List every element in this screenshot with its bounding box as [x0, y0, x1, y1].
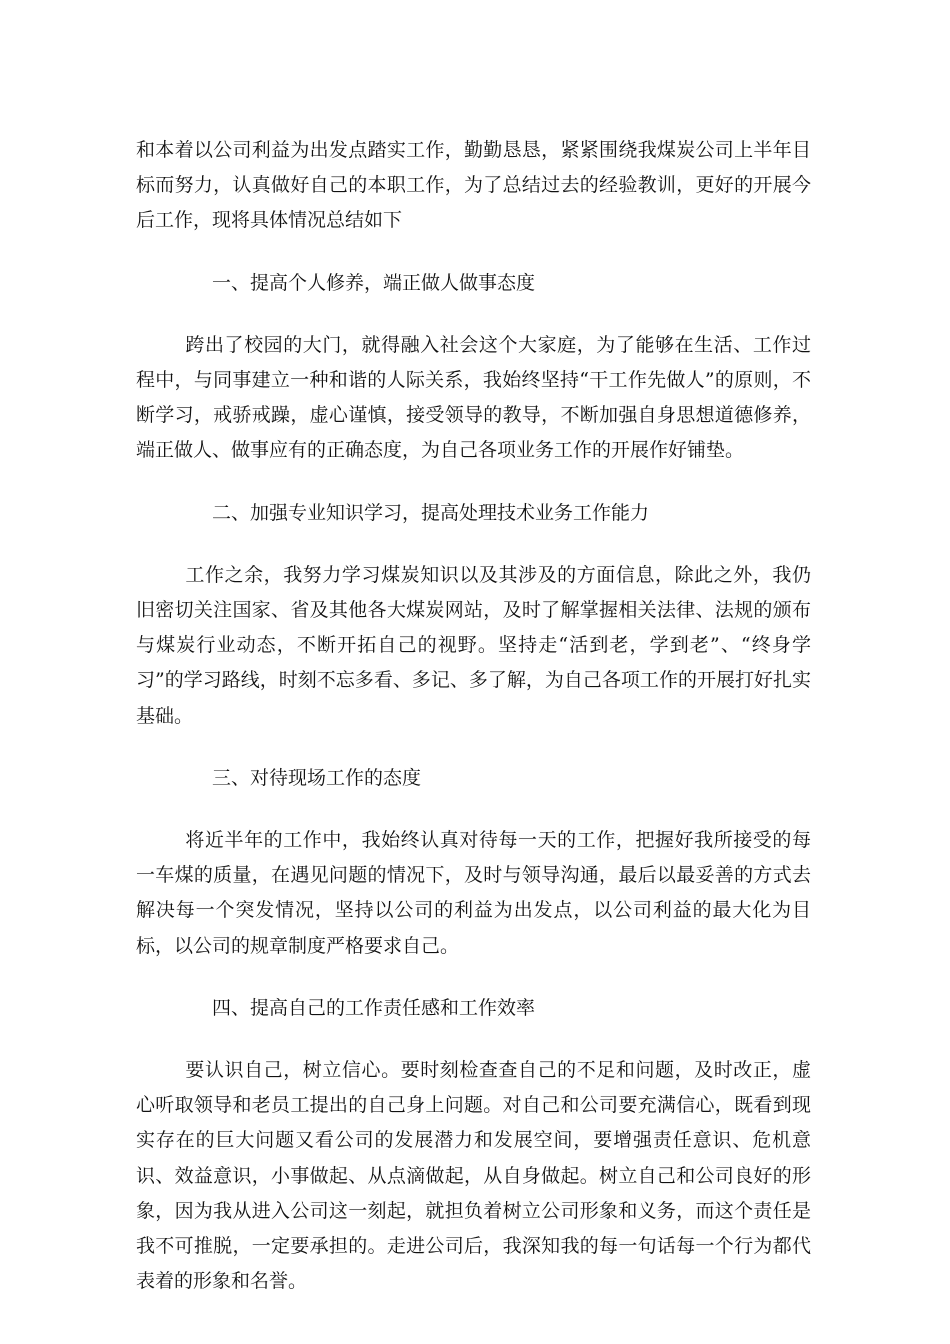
- section-heading-3: 三、对待现场工作的态度: [212, 766, 422, 789]
- document-page: [136, 133, 811, 1299]
- section-body-2: 工作之余，我努力学习煤炭知识以及其涉及的方面信息，除此之外，我仍旧密切关注国家、省及其他各大煤炭网站，及时了解掌握相关法律、法规的颁布与煤炭行业动态，不断开拓自己的视野。坚持走“活到老，学到老”、“终身学习”的学习路线，时刻不忘多看、多记、多了解，为自己各项工作的开展打好扎实基础。: [136, 563, 811, 727]
- section-heading-4: 四、提高自己的工作责任感和工作效率: [212, 996, 536, 1019]
- intro-paragraph: 和本着以公司利益为出发点踏实工作，勤勤恳恳，紧紧围绕我煤炭公司上半年目标而努力，认真做好自己的本职工作，为了总结过去的经验教训，更好的开展今后工作，现将具体情况总结如下: [136, 139, 811, 232]
- section-heading-2: 二、加强专业知识学习，提高处理技术业务工作能力: [212, 501, 650, 524]
- section-body-3: 将近半年的工作中，我始终认真对待每一天的工作，把握好我所接受的每一车煤的质量，在遇见问题的情况下，及时与领导沟通，最后以最妥善的方式去解决每一个突发情况，坚持以公司的利益为出发点，以公司利益的最大化为目标，以公司的规章制度严格要求自己。: [136, 829, 811, 957]
- section-body-4: 要认识自己，树立信心。要时刻检查查自己的不足和问题，及时改正，虚心听取领导和老员工提出的自己身上问题。对自己和公司要充满信心，既看到现实存在的巨大问题又看公司的发展潜力和发展空间，要增强责任意识、危机意识、效益意识，小事做起、从点滴做起，从自身做起。树立自己和公司良好的形象，因为我从进入公司这一刻起，就担负着树立公司形象和义务，而这个责任是我不可推脱，一定要承担的。走进公司后，我深知我的每一句话每一个行为都代表着的形象和名誉。: [136, 1059, 811, 1293]
- section-heading-1: 一、提高个人修养，端正做人做事态度: [212, 271, 536, 294]
- section-body-1: 跨出了校园的大门，就得融入社会这个大家庭，为了能够在生活、工作过程中，与同事建立一种和谐的人际关系，我始终坚持“干工作先做人”的原则，不断学习，戒骄戒躁，虚心谨慎，接受领导的教导，不断加强自身思想道德修养，端正做人、做事应有的正确态度，为自己各项业务工作的开展作好铺垫。: [136, 333, 811, 462]
